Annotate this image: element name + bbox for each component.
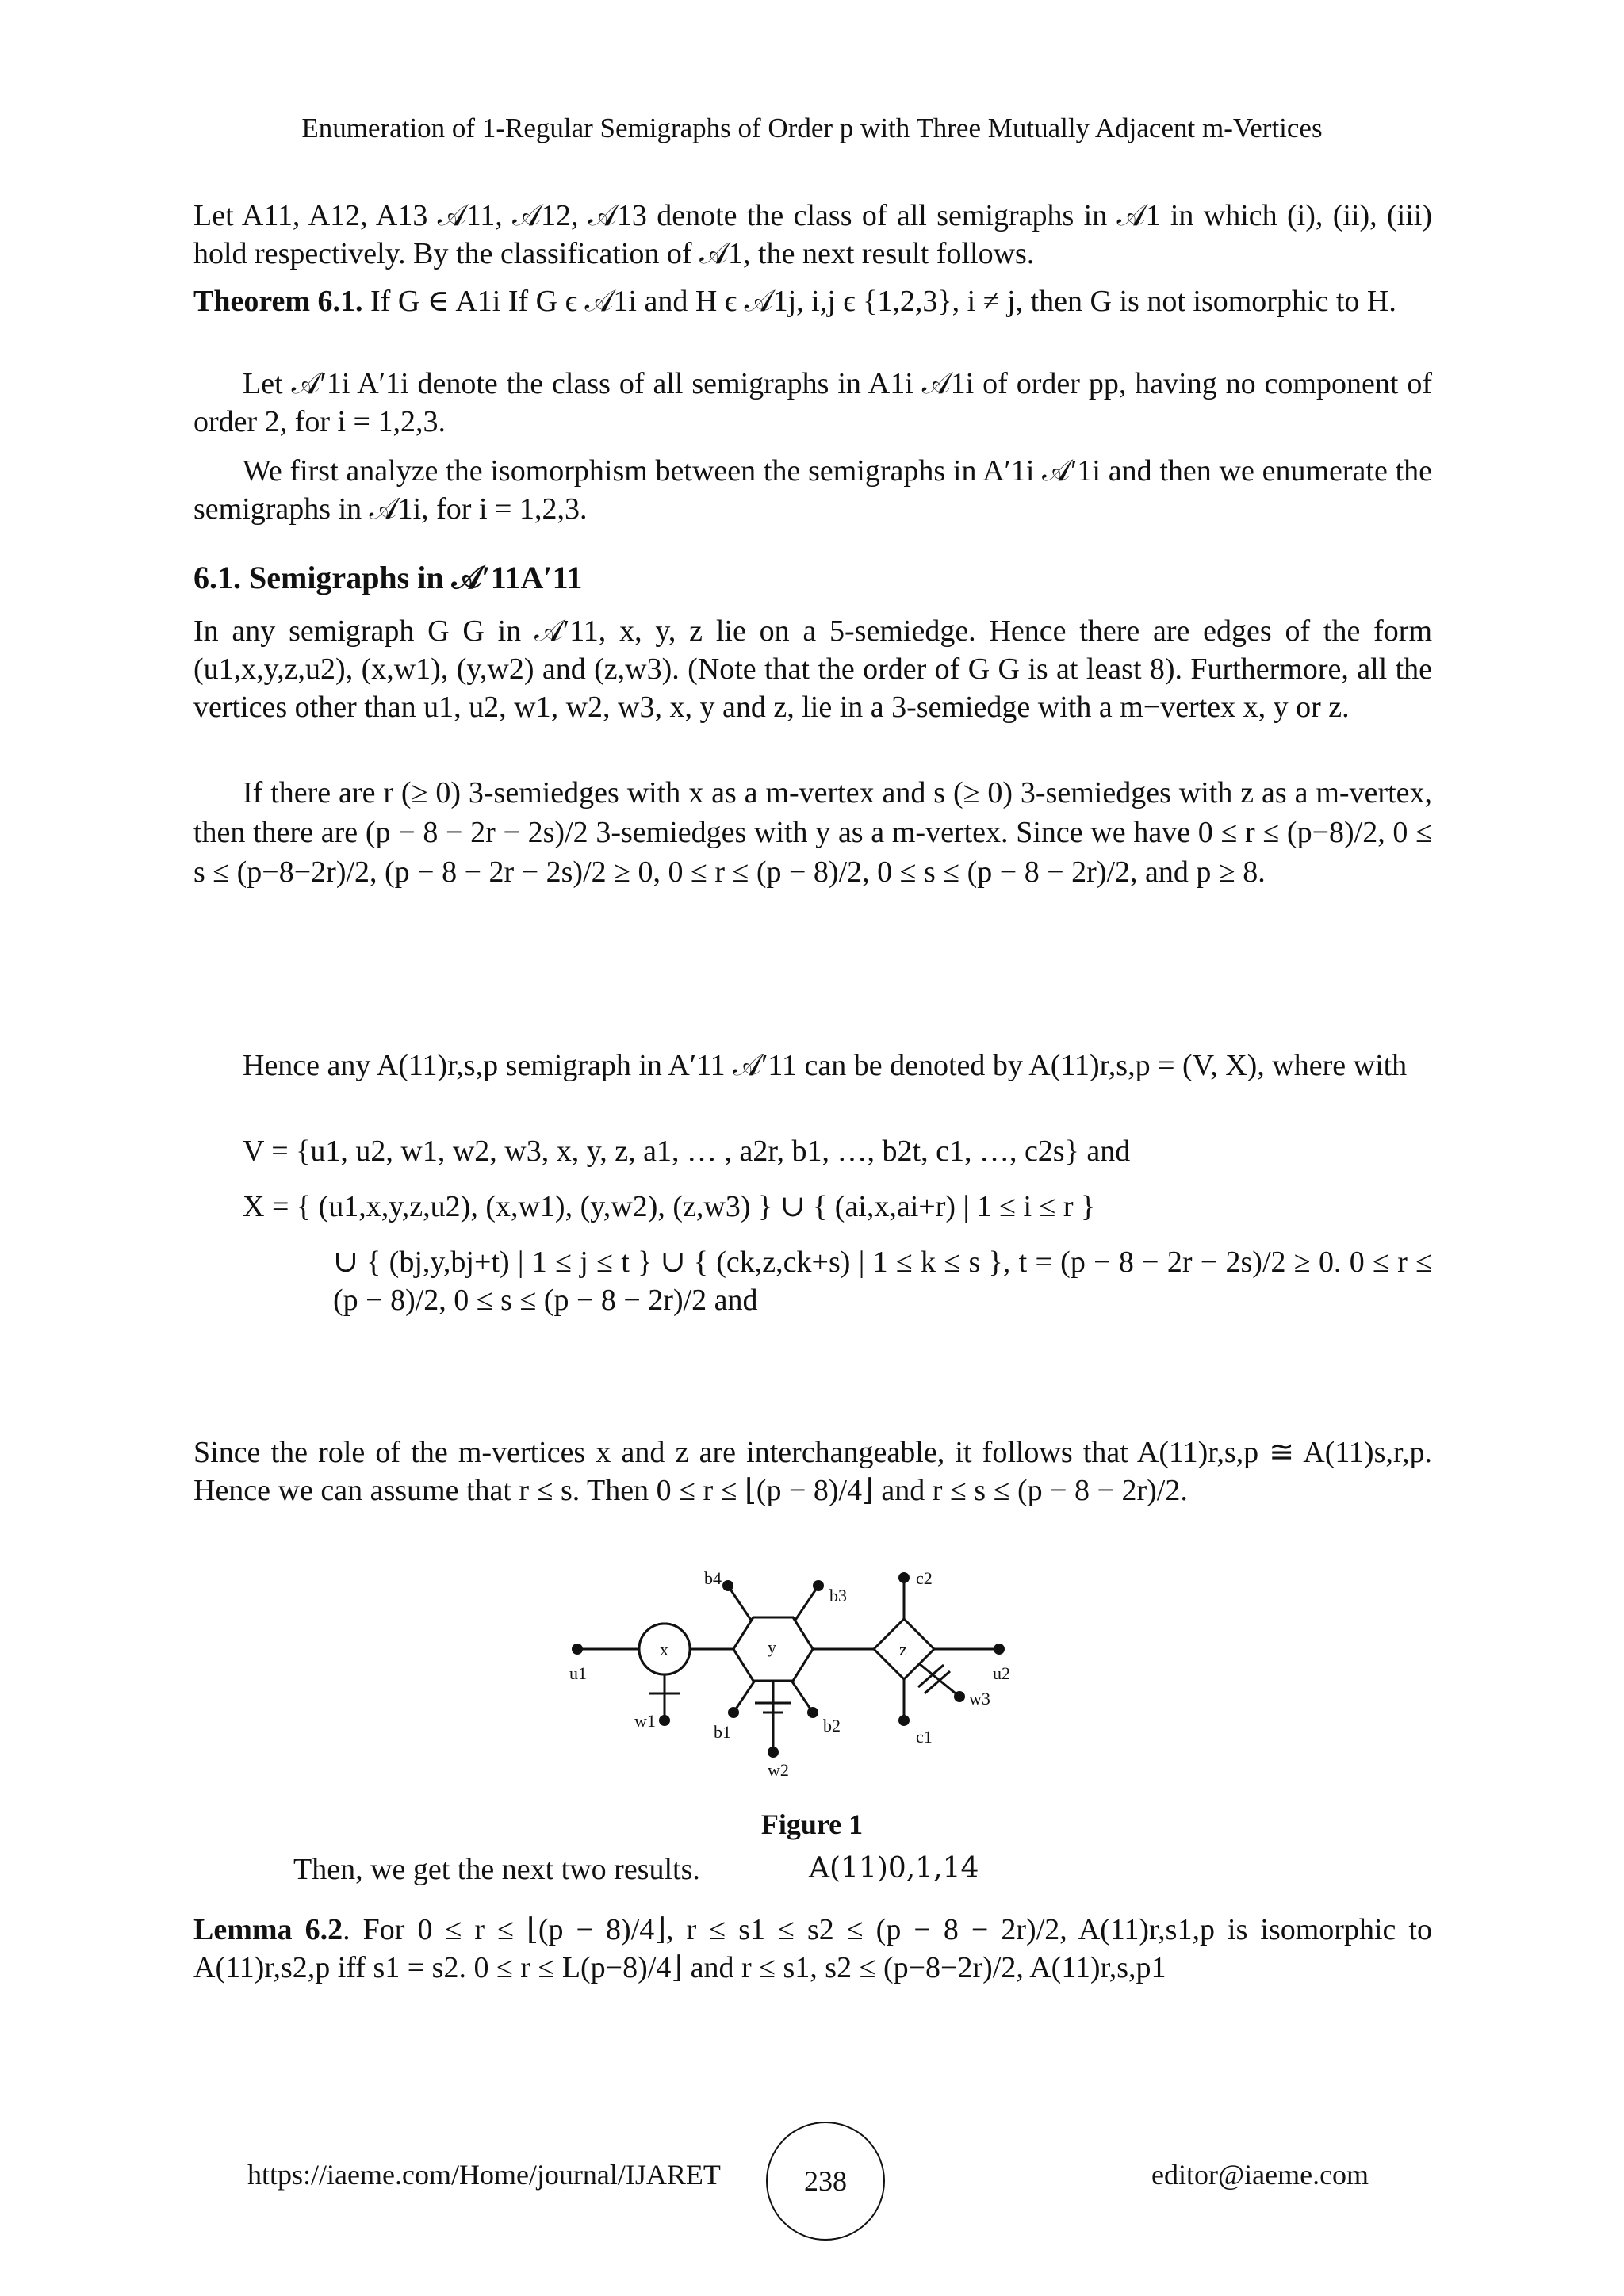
theorem-text: If G ∈ A1i If G ϵ 𝒜1i and H ϵ 𝒜1j, i,j ϵ {1,2,3}, i ≠ j, then G is not isomorphic to H. (370, 285, 1396, 318)
label-w1: w1 (634, 1711, 656, 1731)
vertex-w3 (954, 1691, 965, 1702)
lemma-6-2 (193, 1911, 1432, 1987)
vertex-c2 (898, 1572, 910, 1583)
footer-url[interactable]: https://iaeme.com/Home/journal/IJARET (247, 2159, 721, 2191)
vertex-u1 (572, 1644, 583, 1655)
label-z: z (899, 1640, 907, 1659)
vertex-u2 (994, 1644, 1005, 1655)
isomorphism-paragraph: We first analyze the isomorphism between the semigraphs in A′1i 𝒜′1i and then we enumerate the semigraphs in 𝒜1i, for i = 1,2,3. (193, 454, 1432, 526)
aside-notation: A(11)0,1,14 (809, 1852, 979, 1885)
vertex-b4 (722, 1580, 733, 1591)
lemma-label: Lemma 6.2 (193, 1913, 343, 1946)
running-header: Enumeration of 1-Regular Semigraphs of Order p with Three Mutually Adjacent m-Vertices (301, 113, 1323, 144)
vertex-w1 (659, 1715, 670, 1726)
label-b2: b2 (823, 1716, 841, 1735)
component-paragraph: Let 𝒜′1i A′1i denote the class of all semigraphs in A1i 𝒜1i of order pp, having no component of order 2, for i = 1,2,3. (193, 367, 1432, 438)
vertex-set: V = {u1, u2, w1, w2, w3, x, y, z, a1, … , a2r, b1, …, b2t, c1, …, c2s} and (243, 1135, 1131, 1168)
label-b3: b3 (829, 1586, 847, 1605)
figure-caption: Figure 1 (760, 1808, 864, 1840)
vertex-b2 (807, 1707, 818, 1718)
vertex-b3 (813, 1580, 824, 1591)
label-c2: c2 (916, 1568, 933, 1588)
section-paragraph-3: Hence any A(11)r,s,p semigraph in A′11 𝒜′11 can be denoted by A(11)r,s,p = (V, X), where with (243, 1049, 1408, 1082)
edge-set-line-2: ∪ { (bj,y,bj+t) | 1 ≤ j ≤ t } ∪ { (ck,z,ck+s) | 1 ≤ k ≤ s }, t = (p − 8 − 2r − 2s)/2 ≥ 0. 0 ≤ r ≤ (p − 8)/2, 0 ≤ s ≤ (p − 8 − 2r)/2 and (333, 1246, 1432, 1317)
label-u2: u2 (993, 1663, 1010, 1683)
label-w2: w2 (768, 1760, 789, 1780)
label-u1: u1 (569, 1663, 587, 1683)
figure-1-semigraph (555, 1554, 1047, 1784)
section-paragraph-2: If there are r (≥ 0) 3-semiedges with x as a m-vertex and s (≥ 0) 3-semiedges with z as a m-vertex, then there are (p − 8 − 2r − 2s)/2 3-semiedges with y as a m-vertex. Since we have 0 ≤ r ≤ (p−8)/2, 0 ≤ s ≤ (p−8−2r)/2, (p − 8 − 2r − 2s)/2 ≥ 0, 0 ≤ r ≤ (p − 8)/2, 0 ≤ s ≤ (p − 8 − 2r)/2, and p ≥ 8. (193, 776, 1432, 889)
label-x: x (660, 1640, 668, 1659)
edge-z-w3 (916, 1661, 959, 1697)
edge-set-line-1: X = { (u1,x,y,z,u2), (x,w1), (y,w2), (z,w3) } ∪ { (ai,x,ai+r) | 1 ≤ i ≤ r } (243, 1190, 1096, 1223)
intro-paragraph: Let A11, A12, A13 𝒜11, 𝒜12, 𝒜13 denote the class of all semigraphs in 𝒜1 in which (i), (ii), (iii) hold respectively. By the classification of 𝒜1, the next result follows. (193, 199, 1432, 270)
footer-email[interactable]: editor@iaeme.com (1151, 2159, 1369, 2191)
page-number: 238 (766, 2122, 885, 2241)
label-w3: w3 (969, 1689, 990, 1709)
vertex-c1 (898, 1715, 910, 1726)
label-b1: b1 (714, 1722, 731, 1742)
vertex-b1 (728, 1707, 739, 1718)
label-b4: b4 (704, 1568, 722, 1588)
lemma-text: . For 0 ≤ r ≤ ⌊(p − 8)/4⌋, r ≤ s1 ≤ s2 ≤ (p − 8 − 2r)/2, A(11)r,s1,p is isomorphic to A(11)r,s2,p iff s1 = s2. 0 ≤ r ≤ L(p−8)/4⌋ and r ≤ s1, s2 ≤ (p−8−2r)/2, A(11)r,s,p1 (193, 1913, 1432, 1984)
interchange-paragraph: Since the role of the m-vertices x and z are interchangeable, it follows that A(11)r,s,p ≅ A(11)s,r,p. Hence we can assume that r ≤ s. Then 0 ≤ r ≤ ⌊(p − 8)/4⌋ and r ≤ s ≤ (p − 8 − 2r)/2. (193, 1436, 1432, 1507)
vertex-w2 (768, 1747, 779, 1758)
theorem-6-1 (193, 282, 1432, 320)
section-heading: 6.1. Semigraphs in 𝒜′11A′11 (193, 560, 583, 595)
theorem-label: Theorem 6.1. (193, 285, 363, 318)
label-c1: c1 (916, 1727, 933, 1747)
results-intro: Then, we get the next two results. (293, 1853, 700, 1886)
label-y: y (768, 1637, 776, 1657)
section-paragraph-1: In any semigraph G G in 𝒜′11, x, y, z lie on a 5-semiedge. Hence there are edges of the form (u1,x,y,z,u2), (x,w1), (y,w2) and (z,w3). (Note that the order of G G is at least 8). Furthermore, all the vertices other than u1, u2, w1, w2, w3, x, y and z, lie in a 3-semiedge with a m−vertex x, y or z. (193, 614, 1432, 724)
